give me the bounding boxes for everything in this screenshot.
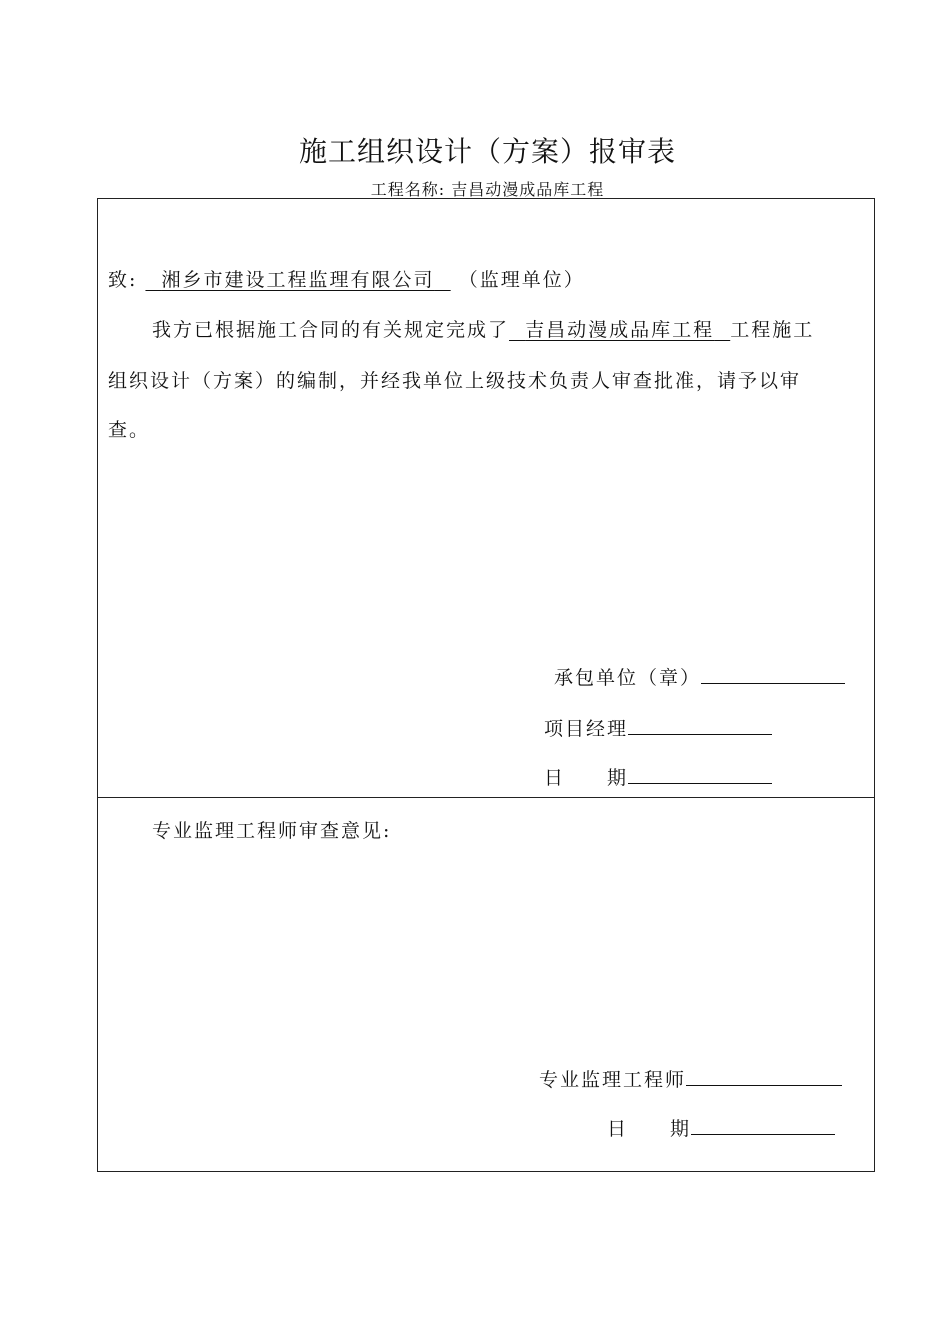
- contractor-seal-field[interactable]: [701, 665, 845, 684]
- supervisor-company: 湘乡市建设工程监理有限公司: [161, 269, 435, 291]
- body-line-1: [152, 315, 814, 342]
- review-form-table: [97, 198, 875, 1172]
- section1-date-row: [544, 763, 772, 790]
- section1-date-label: 日 期: [544, 767, 629, 789]
- section2-date-row: [607, 1114, 835, 1141]
- project-name-value: 吉昌动漫成品库工程: [451, 180, 605, 199]
- section2-date-field[interactable]: [691, 1116, 835, 1135]
- manager-signature-row: [544, 714, 772, 741]
- body-line1-suffix: 工程施工: [730, 319, 815, 341]
- opinion-label: 专业监理工程师审查意见:: [152, 820, 392, 842]
- engineer-signature-row: [539, 1065, 842, 1092]
- body-prefix: 我方已根据施工合同的有关规定完成了: [152, 319, 510, 341]
- addressee-line: [108, 265, 585, 292]
- section1-date-field[interactable]: [628, 765, 772, 784]
- manager-label: 项目经理: [544, 718, 629, 740]
- manager-signature-field[interactable]: [628, 716, 772, 735]
- contractor-label: 承包单位（章）: [554, 667, 702, 689]
- project-name-line: [0, 177, 950, 200]
- contractor-signature-row: [554, 663, 845, 690]
- form-title: 施工组织设计（方案）报审表: [298, 135, 676, 168]
- body-line-3: 查。: [108, 419, 151, 441]
- engineer-signature-field[interactable]: [686, 1067, 842, 1086]
- body-line-2: 组织设计（方案）的编制，并经我单位上级技术负责人审查批准，请予以审: [108, 370, 802, 392]
- project-name-label: 工程名称:: [370, 180, 446, 199]
- body-project-name: 吉昌动漫成品库工程: [525, 319, 715, 341]
- supervisor-suffix: （监理单位）: [458, 269, 585, 291]
- section2-date-label: 日 期: [607, 1118, 692, 1140]
- engineer-label: 专业监理工程师: [539, 1069, 687, 1091]
- section-divider: [98, 797, 874, 798]
- addressee-label: 致:: [108, 269, 138, 291]
